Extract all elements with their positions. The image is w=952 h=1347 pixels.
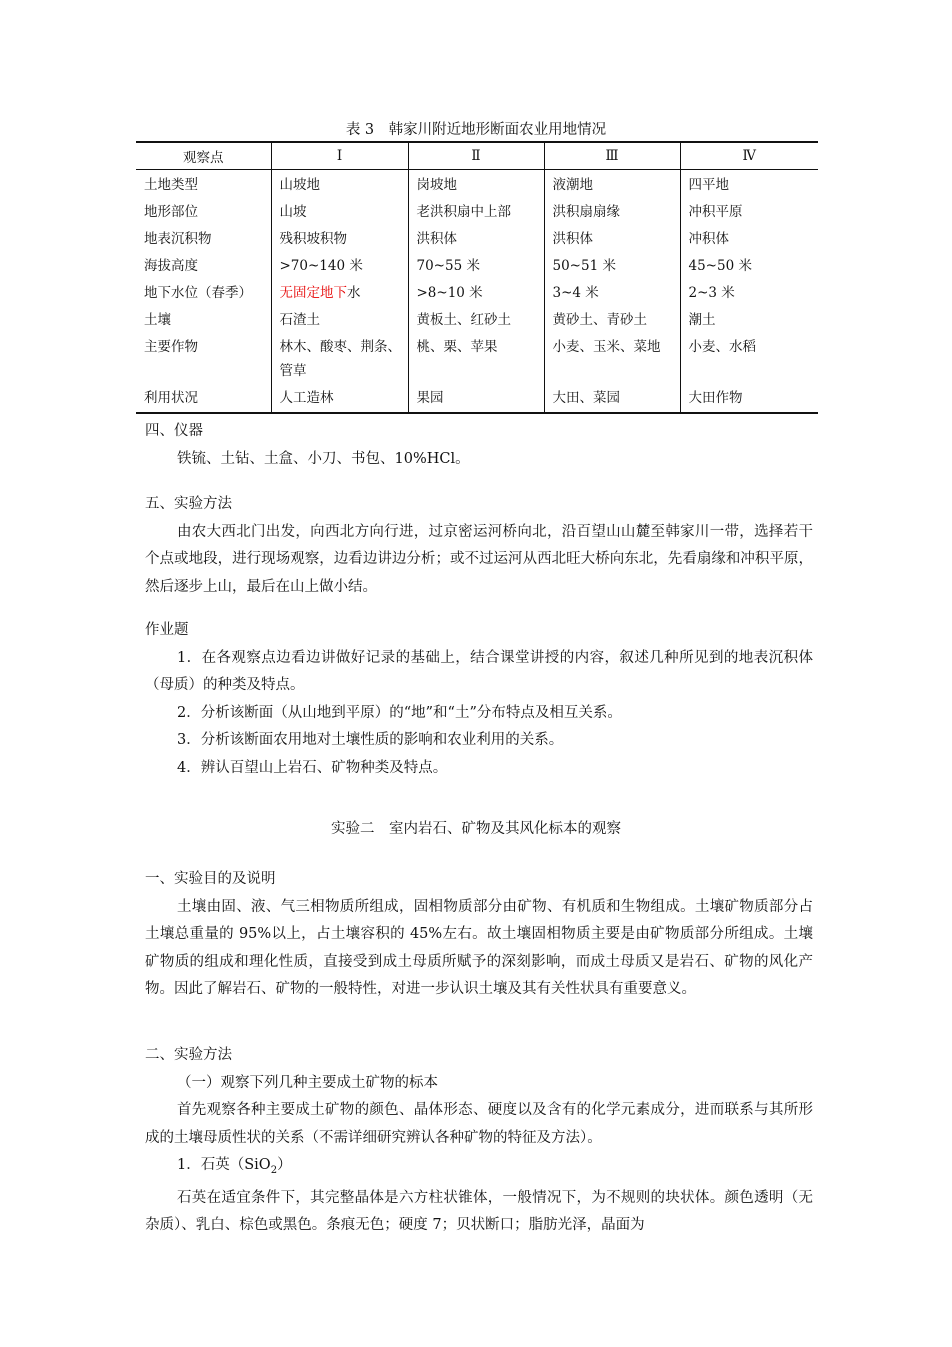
table-cell: 洪积扇扇缘: [544, 197, 680, 224]
mineral-heading: [145, 1152, 813, 1184]
header-cell: Ⅰ: [271, 142, 408, 170]
section-heading: 一、实验目的及说明: [145, 871, 276, 887]
table-cell: 液潮地: [544, 170, 680, 198]
header-cell: 观察点: [136, 142, 271, 170]
table-cell: 果园: [408, 383, 544, 413]
table-cell: 潮土: [680, 305, 818, 332]
section-heading: 作业题: [145, 622, 189, 638]
table-cell-text: 水: [347, 285, 361, 301]
table-cell: 洪积体: [544, 224, 680, 251]
table-cell: 3~4 米: [544, 278, 680, 305]
table-cell: 2~3 米: [680, 278, 818, 305]
table-cell: 桃、栗、苹果: [408, 332, 544, 383]
table-cell: 冲积平原: [680, 197, 818, 224]
section-experiment-method: [145, 1042, 813, 1240]
table-cell: 四平地: [680, 170, 818, 198]
table-row: [136, 383, 818, 413]
table-cell: 地形部位: [144, 204, 198, 220]
subsection-heading: （一）观察下列几种主要成土矿物的标本: [177, 1074, 438, 1091]
table-cell: 残积坡积物: [271, 224, 408, 251]
header-cell: Ⅳ: [680, 142, 818, 170]
table-cell-groundwater: [271, 278, 408, 305]
table-cell: 石渣土: [271, 305, 408, 332]
table-cell: 海拔高度: [144, 258, 198, 274]
table-cell: 土壤: [144, 312, 171, 328]
table-cell: 人工造林: [271, 383, 408, 413]
table-cell: 山坡地: [271, 170, 408, 198]
table-cell: 地下水位（春季）: [144, 285, 252, 301]
table-row: [136, 251, 818, 278]
formula-subscript: 2: [270, 1165, 278, 1177]
homework-item: 1．在各观察点边看边讲做好记录的基础上，结合课堂讲授的内容，叙述几种所见到的地表沉积体（母质）的种类及特点。: [145, 649, 813, 694]
homework-item: 3．分析该断面农用地对土壤性质的影响和农业利用的关系。: [177, 732, 564, 749]
section-paragraph: 石英在适宜条件下，其完整晶体是六方柱状锥体，一般情况下，为不规则的块状体。颜色透明（无杂质）、乳白、棕色或黑色。条痕无色；硬度 7；贝状断口；脂肪光泽，晶面为: [145, 1189, 813, 1234]
table-cell: 岗坡地: [408, 170, 544, 198]
table-cell: 小麦、玉米、菜地: [544, 332, 680, 383]
table-cell: 山坡: [271, 197, 408, 224]
section-paragraph: 土壤由固、液、气三相物质所组成，固相物质部分由矿物、有机质和生物组成。土壤矿物质部分占土壤总重量的 95%以上，占土壤容积的 45%左右。故土壤固相物质主要是由矿物质部分所组成。土壤矿物质的组成和理化性质，直接受到成土母质所赋予的深刻影响，而成土母质又是岩石、矿物的风化产物。因此了解岩石、矿物的一般特性，对进一步认识土壤及其有关性状具有重要意义。: [145, 898, 813, 998]
table-cell: 50~51 米: [544, 251, 680, 278]
table-cell: 黄砂土、青砂土: [544, 305, 680, 332]
table-cell: 小麦、水稻: [680, 332, 818, 383]
table-cell: 主要作物: [144, 339, 198, 355]
section-heading: 四、仪器: [145, 423, 203, 439]
highlighted-text: 无固定地下: [279, 285, 347, 301]
table-row: [136, 332, 818, 383]
section-paragraph: 首先观察各种主要成土矿物的颜色、晶体形态、硬度以及含有的化学元素成分，进而联系与其所形成的土壤母质性状的关系（不需详细研究辨认各种矿物的特征及方法）。: [145, 1102, 813, 1146]
header-cell: Ⅱ: [408, 142, 544, 170]
section-paragraph: 由农大西北门出发，向西北方向行进，过京密运河桥向北，沿百望山山麓至韩家川一带，选择若干个点或地段，进行现场观察，边看边讲边分析；或不过运河从西北旺大桥向东北，先看扇缘和冲积平原，然后逐步上山，最后在山上做小结。: [145, 523, 813, 595]
table-caption: 表 3 韩家川附近地形断面农业用地情况: [345, 122, 607, 138]
section-method: [145, 491, 813, 601]
table-cell: 林木、酸枣、荆条、管草: [271, 332, 408, 383]
table-cell: 利用状况: [136, 383, 271, 413]
mineral-name-end: ）: [277, 1157, 292, 1174]
section-instruments: [145, 418, 813, 473]
section-paragraph: 铁锍、土钻、土盒、小刀、书包、10%HCl。: [177, 450, 470, 467]
table-header-row: [136, 142, 818, 170]
table-row: [136, 224, 818, 251]
table-row: [136, 197, 818, 224]
table-cell: 洪积体: [408, 224, 544, 251]
table-cell: 70~55 米: [408, 251, 544, 278]
section-homework: [145, 617, 813, 783]
header-cell: Ⅲ: [544, 142, 680, 170]
section-heading: 二、实验方法: [145, 1047, 232, 1063]
homework-item: 2．分析该断面（从山地到平原）的“地”和“土”分布特点及相互关系。: [177, 704, 622, 721]
table-cell: >8~10 米: [408, 278, 544, 305]
homework-item: 4．辨认百望山上岩石、矿物种类及特点。: [177, 759, 448, 776]
table-row: [136, 305, 818, 332]
table-cell: 冲积体: [680, 224, 818, 251]
table-cell: 大田、菜园: [544, 383, 680, 413]
experiment-title: 实验二 室内岩石、矿物及其风化标本的观察: [331, 821, 621, 837]
section-purpose: [145, 866, 813, 1004]
table-row: [136, 170, 818, 198]
mineral-name: 1．石英（SiO: [177, 1157, 271, 1174]
table-cell: 土地类型: [144, 177, 198, 193]
table-cell: 黄板土、红砂土: [408, 305, 544, 332]
table-cell: 老洪积扇中上部: [408, 197, 544, 224]
table-cell: 大田作物: [680, 383, 818, 413]
table-cell: >70~140 米: [271, 251, 408, 278]
table-cell: 地表沉积物: [144, 231, 212, 247]
table-cell: 45~50 米: [680, 251, 818, 278]
table-row: [136, 278, 818, 305]
land-use-table: [136, 141, 818, 414]
section-heading: 五、实验方法: [145, 496, 232, 512]
